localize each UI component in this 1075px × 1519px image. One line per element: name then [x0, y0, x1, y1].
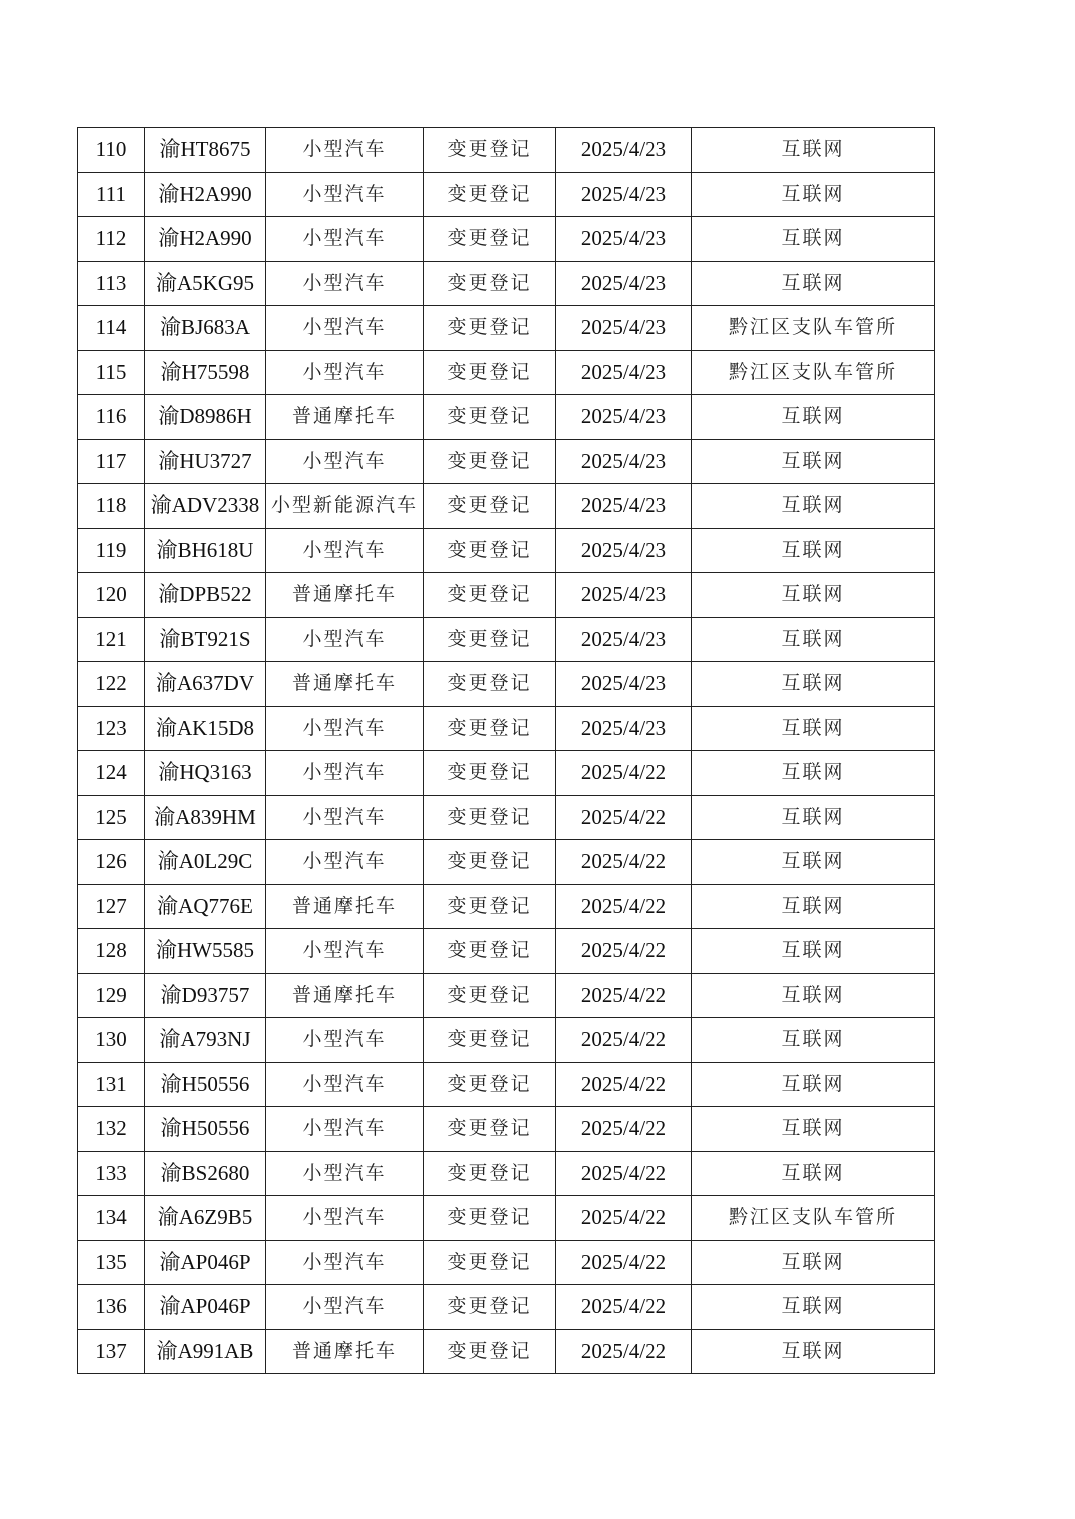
channel-cell: 互联网 [692, 217, 935, 262]
plate-number-cell: 渝BH618U [145, 528, 266, 573]
date-cell: 2025/4/23 [556, 573, 692, 618]
table-row [78, 884, 935, 929]
plate-number-cell: 渝A6Z9B5 [145, 1196, 266, 1241]
table-row [78, 1240, 935, 1285]
plate-number-cell: 渝A637DV [145, 662, 266, 707]
row-number-cell: 121 [78, 617, 145, 662]
business-type-cell: 变更登记 [424, 306, 556, 351]
plate-number-cell: 渝H50556 [145, 1062, 266, 1107]
vehicle-type-cell: 小型汽车 [266, 217, 424, 262]
channel-cell: 互联网 [692, 261, 935, 306]
business-type-cell: 变更登记 [424, 751, 556, 796]
business-type-cell: 变更登记 [424, 840, 556, 885]
vehicle-type-cell: 小型汽车 [266, 1240, 424, 1285]
row-number-cell: 132 [78, 1107, 145, 1152]
row-number-cell: 126 [78, 840, 145, 885]
business-type-cell: 变更登记 [424, 528, 556, 573]
table-row [78, 439, 935, 484]
date-cell: 2025/4/23 [556, 128, 692, 173]
channel-cell: 互联网 [692, 1285, 935, 1330]
date-cell: 2025/4/23 [556, 662, 692, 707]
date-cell: 2025/4/23 [556, 172, 692, 217]
row-number-cell: 114 [78, 306, 145, 351]
vehicle-type-cell: 小型汽车 [266, 617, 424, 662]
row-number-cell: 127 [78, 884, 145, 929]
table-row [78, 261, 935, 306]
row-number-cell: 122 [78, 662, 145, 707]
business-type-cell: 变更登记 [424, 439, 556, 484]
business-type-cell: 变更登记 [424, 1329, 556, 1374]
channel-cell: 互联网 [692, 1018, 935, 1063]
date-cell: 2025/4/22 [556, 1285, 692, 1330]
vehicle-type-cell: 小型汽车 [266, 1107, 424, 1152]
row-number-cell: 137 [78, 1329, 145, 1374]
row-number-cell: 112 [78, 217, 145, 262]
table-row [78, 662, 935, 707]
channel-cell: 黔江区支队车管所 [692, 350, 935, 395]
plate-number-cell: 渝A991AB [145, 1329, 266, 1374]
date-cell: 2025/4/23 [556, 439, 692, 484]
vehicle-type-cell: 小型汽车 [266, 350, 424, 395]
channel-cell: 互联网 [692, 706, 935, 751]
vehicle-type-cell: 普通摩托车 [266, 395, 424, 440]
plate-number-cell: 渝HT8675 [145, 128, 266, 173]
channel-cell: 互联网 [692, 840, 935, 885]
plate-number-cell: 渝A839HM [145, 795, 266, 840]
row-number-cell: 124 [78, 751, 145, 796]
table-row [78, 840, 935, 885]
row-number-cell: 123 [78, 706, 145, 751]
business-type-cell: 变更登记 [424, 795, 556, 840]
plate-number-cell: 渝D8986H [145, 395, 266, 440]
table-row [78, 1062, 935, 1107]
plate-number-cell: 渝H2A990 [145, 217, 266, 262]
row-number-cell: 111 [78, 172, 145, 217]
row-number-cell: 130 [78, 1018, 145, 1063]
table-row [78, 1151, 935, 1196]
row-number-cell: 120 [78, 573, 145, 618]
date-cell: 2025/4/22 [556, 1107, 692, 1152]
plate-number-cell: 渝HU3727 [145, 439, 266, 484]
vehicle-type-cell: 小型汽车 [266, 172, 424, 217]
table-row [78, 1285, 935, 1330]
vehicle-type-cell: 小型汽车 [266, 929, 424, 974]
row-number-cell: 110 [78, 128, 145, 173]
vehicle-type-cell: 小型汽车 [266, 795, 424, 840]
vehicle-type-cell: 小型汽车 [266, 306, 424, 351]
business-type-cell: 变更登记 [424, 884, 556, 929]
table-row [78, 306, 935, 351]
channel-cell: 互联网 [692, 1240, 935, 1285]
vehicle-type-cell: 普通摩托车 [266, 573, 424, 618]
plate-number-cell: 渝HQ3163 [145, 751, 266, 796]
table-row [78, 484, 935, 529]
plate-number-cell: 渝A0L29C [145, 840, 266, 885]
channel-cell: 互联网 [692, 795, 935, 840]
date-cell: 2025/4/22 [556, 795, 692, 840]
business-type-cell: 变更登记 [424, 395, 556, 440]
table-row [78, 795, 935, 840]
table-row [78, 751, 935, 796]
vehicle-type-cell: 小型汽车 [266, 1151, 424, 1196]
business-type-cell: 变更登记 [424, 484, 556, 529]
table-row [78, 128, 935, 173]
business-type-cell: 变更登记 [424, 350, 556, 395]
row-number-cell: 118 [78, 484, 145, 529]
plate-number-cell: 渝D93757 [145, 973, 266, 1018]
plate-number-cell: 渝AP046P [145, 1285, 266, 1330]
plate-number-cell: 渝HW5585 [145, 929, 266, 974]
vehicle-type-cell: 小型汽车 [266, 1285, 424, 1330]
table-row [78, 1107, 935, 1152]
row-number-cell: 128 [78, 929, 145, 974]
table-row [78, 395, 935, 440]
date-cell: 2025/4/22 [556, 751, 692, 796]
vehicle-type-cell: 小型新能源汽车 [266, 484, 424, 529]
row-number-cell: 135 [78, 1240, 145, 1285]
date-cell: 2025/4/23 [556, 706, 692, 751]
plate-number-cell: 渝AQ776E [145, 884, 266, 929]
date-cell: 2025/4/22 [556, 1151, 692, 1196]
plate-number-cell: 渝BS2680 [145, 1151, 266, 1196]
row-number-cell: 117 [78, 439, 145, 484]
row-number-cell: 133 [78, 1151, 145, 1196]
plate-number-cell: 渝H2A990 [145, 172, 266, 217]
plate-number-cell: 渝ADV2338 [145, 484, 266, 529]
vehicle-type-cell: 小型汽车 [266, 1062, 424, 1107]
date-cell: 2025/4/22 [556, 840, 692, 885]
table-row [78, 573, 935, 618]
business-type-cell: 变更登记 [424, 1062, 556, 1107]
channel-cell: 互联网 [692, 929, 935, 974]
date-cell: 2025/4/23 [556, 617, 692, 662]
date-cell: 2025/4/22 [556, 884, 692, 929]
table-row [78, 1018, 935, 1063]
plate-number-cell: 渝BT921S [145, 617, 266, 662]
channel-cell: 互联网 [692, 172, 935, 217]
row-number-cell: 113 [78, 261, 145, 306]
date-cell: 2025/4/22 [556, 1329, 692, 1374]
date-cell: 2025/4/23 [556, 484, 692, 529]
channel-cell: 互联网 [692, 573, 935, 618]
table-row [78, 172, 935, 217]
business-type-cell: 变更登记 [424, 172, 556, 217]
vehicle-type-cell: 小型汽车 [266, 751, 424, 796]
business-type-cell: 变更登记 [424, 1151, 556, 1196]
date-cell: 2025/4/23 [556, 217, 692, 262]
table-row [78, 617, 935, 662]
channel-cell: 互联网 [692, 395, 935, 440]
row-number-cell: 115 [78, 350, 145, 395]
row-number-cell: 125 [78, 795, 145, 840]
plate-number-cell: 渝H50556 [145, 1107, 266, 1152]
date-cell: 2025/4/22 [556, 1018, 692, 1063]
vehicle-type-cell: 小型汽车 [266, 528, 424, 573]
business-type-cell: 变更登记 [424, 1018, 556, 1063]
table-row [78, 1196, 935, 1241]
business-type-cell: 变更登记 [424, 617, 556, 662]
channel-cell: 黔江区支队车管所 [692, 306, 935, 351]
channel-cell: 互联网 [692, 439, 935, 484]
vehicle-type-cell: 小型汽车 [266, 439, 424, 484]
table-row [78, 706, 935, 751]
date-cell: 2025/4/22 [556, 973, 692, 1018]
date-cell: 2025/4/23 [556, 261, 692, 306]
table-row [78, 1329, 935, 1374]
vehicle-type-cell: 普通摩托车 [266, 1329, 424, 1374]
plate-number-cell: 渝AP046P [145, 1240, 266, 1285]
row-number-cell: 131 [78, 1062, 145, 1107]
registration-table-body [78, 128, 935, 1374]
table-row [78, 929, 935, 974]
vehicle-type-cell: 小型汽车 [266, 706, 424, 751]
plate-number-cell: 渝DPB522 [145, 573, 266, 618]
channel-cell: 互联网 [692, 1151, 935, 1196]
business-type-cell: 变更登记 [424, 573, 556, 618]
plate-number-cell: 渝A793NJ [145, 1018, 266, 1063]
business-type-cell: 变更登记 [424, 128, 556, 173]
channel-cell: 互联网 [692, 128, 935, 173]
table-row [78, 350, 935, 395]
channel-cell: 互联网 [692, 973, 935, 1018]
business-type-cell: 变更登记 [424, 662, 556, 707]
table-row [78, 528, 935, 573]
date-cell: 2025/4/23 [556, 350, 692, 395]
vehicle-type-cell: 小型汽车 [266, 261, 424, 306]
plate-number-cell: 渝H75598 [145, 350, 266, 395]
channel-cell: 互联网 [692, 662, 935, 707]
channel-cell: 互联网 [692, 1062, 935, 1107]
vehicle-type-cell: 普通摩托车 [266, 973, 424, 1018]
vehicle-type-cell: 小型汽车 [266, 1018, 424, 1063]
business-type-cell: 变更登记 [424, 1240, 556, 1285]
business-type-cell: 变更登记 [424, 261, 556, 306]
channel-cell: 互联网 [692, 528, 935, 573]
business-type-cell: 变更登记 [424, 1285, 556, 1330]
channel-cell: 互联网 [692, 751, 935, 796]
business-type-cell: 变更登记 [424, 217, 556, 262]
table-row [78, 217, 935, 262]
registration-table [77, 127, 935, 1374]
table-row [78, 973, 935, 1018]
vehicle-type-cell: 小型汽车 [266, 128, 424, 173]
vehicle-type-cell: 小型汽车 [266, 1196, 424, 1241]
date-cell: 2025/4/23 [556, 528, 692, 573]
channel-cell: 黔江区支队车管所 [692, 1196, 935, 1241]
row-number-cell: 134 [78, 1196, 145, 1241]
row-number-cell: 119 [78, 528, 145, 573]
channel-cell: 互联网 [692, 617, 935, 662]
business-type-cell: 变更登记 [424, 1196, 556, 1241]
channel-cell: 互联网 [692, 1329, 935, 1374]
channel-cell: 互联网 [692, 484, 935, 529]
date-cell: 2025/4/22 [556, 929, 692, 974]
row-number-cell: 136 [78, 1285, 145, 1330]
date-cell: 2025/4/23 [556, 395, 692, 440]
business-type-cell: 变更登记 [424, 1107, 556, 1152]
date-cell: 2025/4/22 [556, 1196, 692, 1241]
business-type-cell: 变更登记 [424, 973, 556, 1018]
business-type-cell: 变更登记 [424, 929, 556, 974]
row-number-cell: 129 [78, 973, 145, 1018]
vehicle-type-cell: 小型汽车 [266, 840, 424, 885]
channel-cell: 互联网 [692, 884, 935, 929]
plate-number-cell: 渝AK15D8 [145, 706, 266, 751]
channel-cell: 互联网 [692, 1107, 935, 1152]
row-number-cell: 116 [78, 395, 145, 440]
plate-number-cell: 渝BJ683A [145, 306, 266, 351]
plate-number-cell: 渝A5KG95 [145, 261, 266, 306]
business-type-cell: 变更登记 [424, 706, 556, 751]
date-cell: 2025/4/22 [556, 1240, 692, 1285]
vehicle-type-cell: 普通摩托车 [266, 884, 424, 929]
date-cell: 2025/4/22 [556, 1062, 692, 1107]
date-cell: 2025/4/23 [556, 306, 692, 351]
vehicle-type-cell: 普通摩托车 [266, 662, 424, 707]
